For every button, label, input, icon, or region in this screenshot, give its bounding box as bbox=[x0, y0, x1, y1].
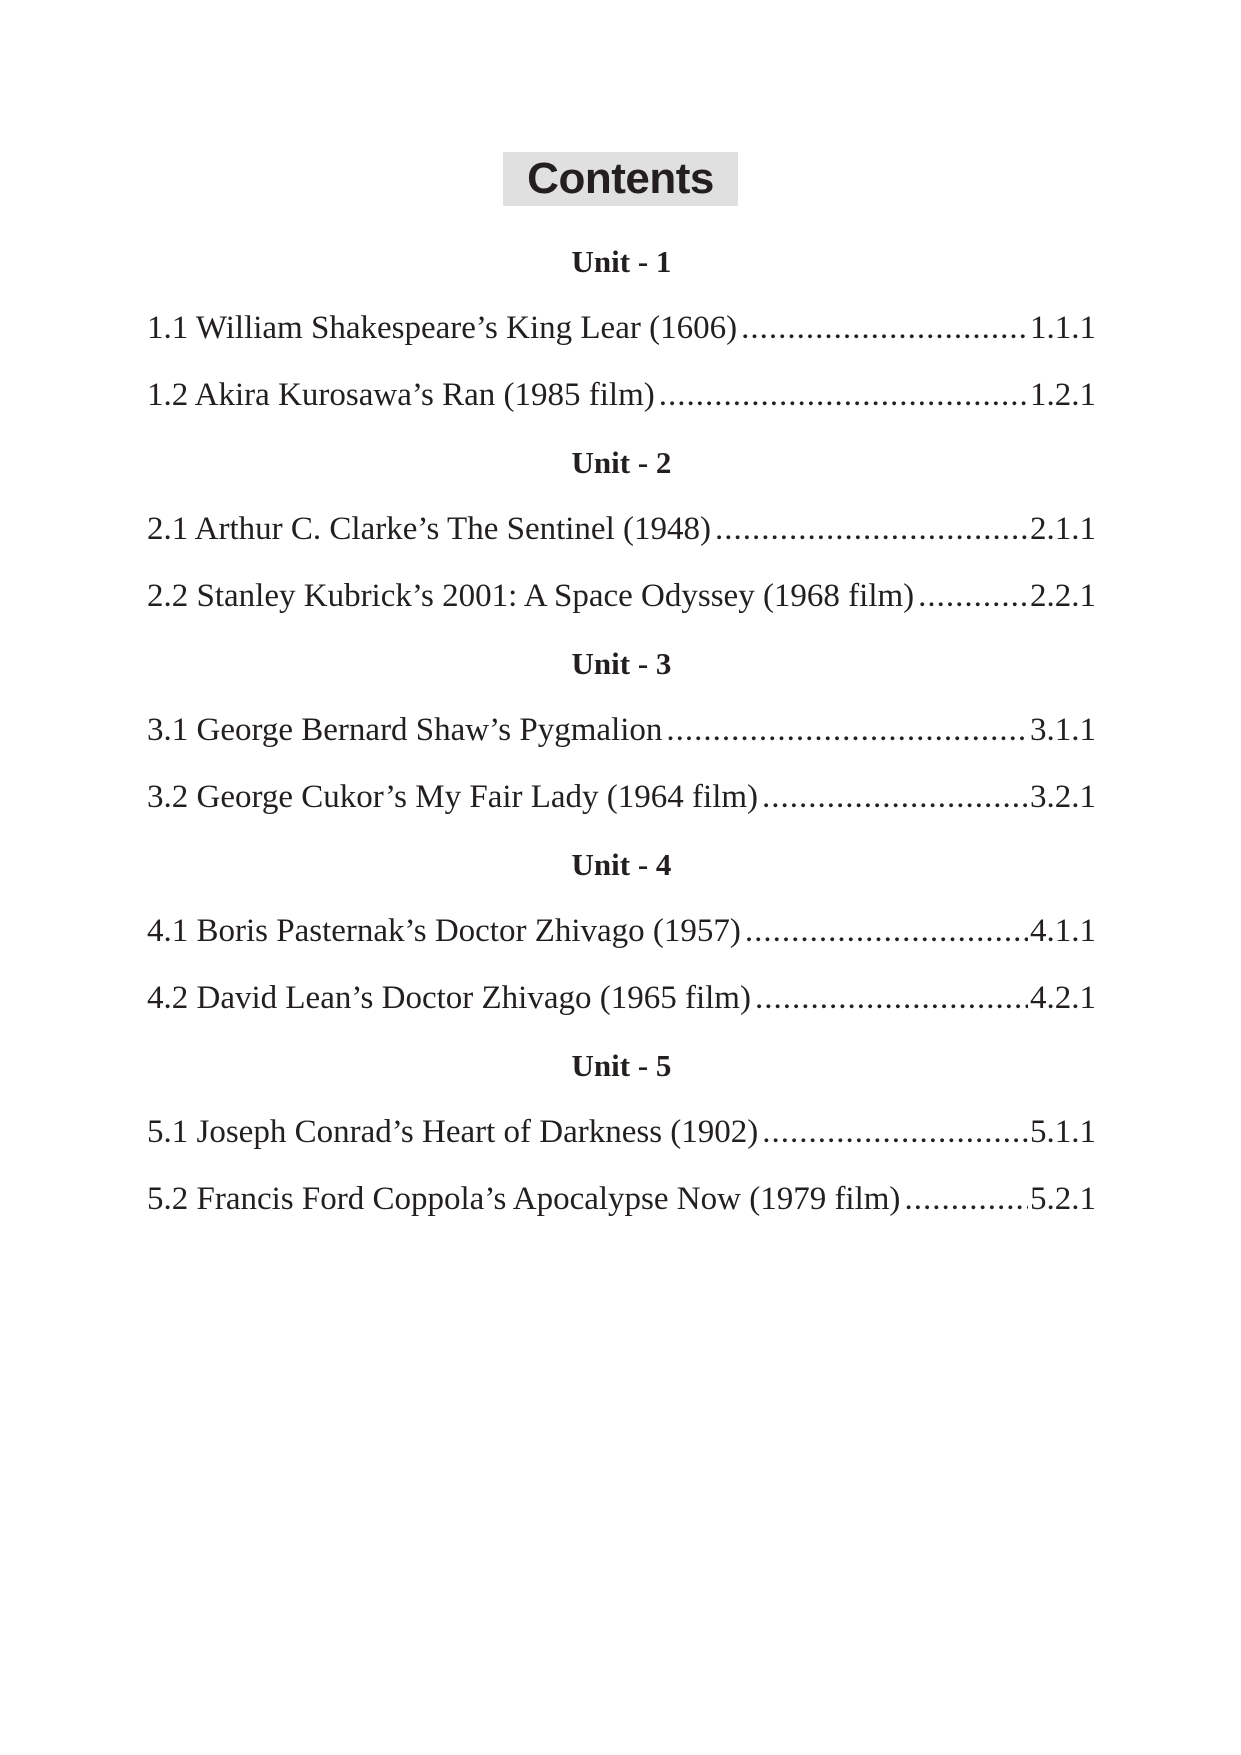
unit-heading: Unit - 1 bbox=[571, 244, 672, 279]
toc-entry-page: 4.1.1 bbox=[1030, 913, 1096, 949]
toc-entry-page: 5.2.1 bbox=[1030, 1181, 1096, 1217]
title-container bbox=[0, 152, 1241, 206]
toc-entry-title: 4.1 Boris Pasternak’s Doctor Zhivago (1957) bbox=[147, 913, 741, 949]
toc-entry-title: 5.1 Joseph Conrad’s Heart of Darkness (1902) bbox=[147, 1114, 759, 1150]
unit-section bbox=[147, 831, 1096, 1032]
toc-entry-page: 2.1.1 bbox=[1030, 511, 1096, 547]
dot-leader bbox=[715, 496, 1028, 563]
table-of-contents bbox=[147, 228, 1096, 1233]
dot-leader bbox=[741, 295, 1028, 362]
dot-leader bbox=[904, 1166, 1028, 1233]
toc-entry bbox=[147, 496, 1096, 563]
toc-entry-page: 2.2.1 bbox=[1030, 578, 1096, 614]
toc-entry-title: 3.1 George Bernard Shaw’s Pygmalion bbox=[147, 712, 663, 748]
unit-heading: Unit - 4 bbox=[571, 847, 672, 882]
unit-heading: Unit - 3 bbox=[571, 646, 672, 681]
unit-section bbox=[147, 429, 1096, 630]
toc-entry bbox=[147, 764, 1096, 831]
dot-leader bbox=[762, 764, 1028, 831]
toc-entry bbox=[147, 697, 1096, 764]
toc-entry-page: 1.1.1 bbox=[1030, 310, 1096, 346]
toc-entry-title: 2.2 Stanley Kubrick’s 2001: A Space Odyssey (1968 film) bbox=[147, 578, 915, 614]
toc-entry-title: 4.2 David Lean’s Doctor Zhivago (1965 film) bbox=[147, 980, 751, 1016]
toc-entry-title: 1.1 William Shakespeare’s King Lear (1606) bbox=[147, 310, 738, 346]
dot-leader bbox=[659, 362, 1028, 429]
toc-entry bbox=[147, 362, 1096, 429]
toc-entry-title: 3.2 George Cukor’s My Fair Lady (1964 film) bbox=[147, 779, 759, 815]
dot-leader bbox=[762, 1099, 1028, 1166]
toc-entry-page: 3.1.1 bbox=[1030, 712, 1096, 748]
toc-entry bbox=[147, 295, 1096, 362]
dot-leader bbox=[745, 898, 1028, 965]
dot-leader bbox=[918, 563, 1028, 630]
toc-entry bbox=[147, 1166, 1096, 1233]
unit-section bbox=[147, 630, 1096, 831]
toc-entry-page: 4.2.1 bbox=[1030, 980, 1096, 1016]
toc-entry-page: 1.2.1 bbox=[1030, 377, 1096, 413]
toc-entry bbox=[147, 965, 1096, 1032]
toc-entry-title: 1.2 Akira Kurosawa’s Ran (1985 film) bbox=[147, 377, 655, 413]
page-title: Contents bbox=[503, 152, 738, 206]
toc-entry-page: 5.1.1 bbox=[1030, 1114, 1096, 1150]
unit-heading: Unit - 2 bbox=[571, 445, 672, 480]
toc-entry-title: 2.1 Arthur C. Clarke’s The Sentinel (1948) bbox=[147, 511, 711, 547]
toc-entry bbox=[147, 898, 1096, 965]
toc-entry-page: 3.2.1 bbox=[1030, 779, 1096, 815]
unit-section bbox=[147, 1032, 1096, 1233]
dot-leader bbox=[666, 697, 1028, 764]
toc-entry bbox=[147, 563, 1096, 630]
dot-leader bbox=[755, 965, 1028, 1032]
unit-section bbox=[147, 228, 1096, 429]
toc-entry-title: 5.2 Francis Ford Coppola’s Apocalypse Now (1979 film) bbox=[147, 1181, 901, 1217]
toc-entry bbox=[147, 1099, 1096, 1166]
unit-heading: Unit - 5 bbox=[571, 1048, 672, 1083]
